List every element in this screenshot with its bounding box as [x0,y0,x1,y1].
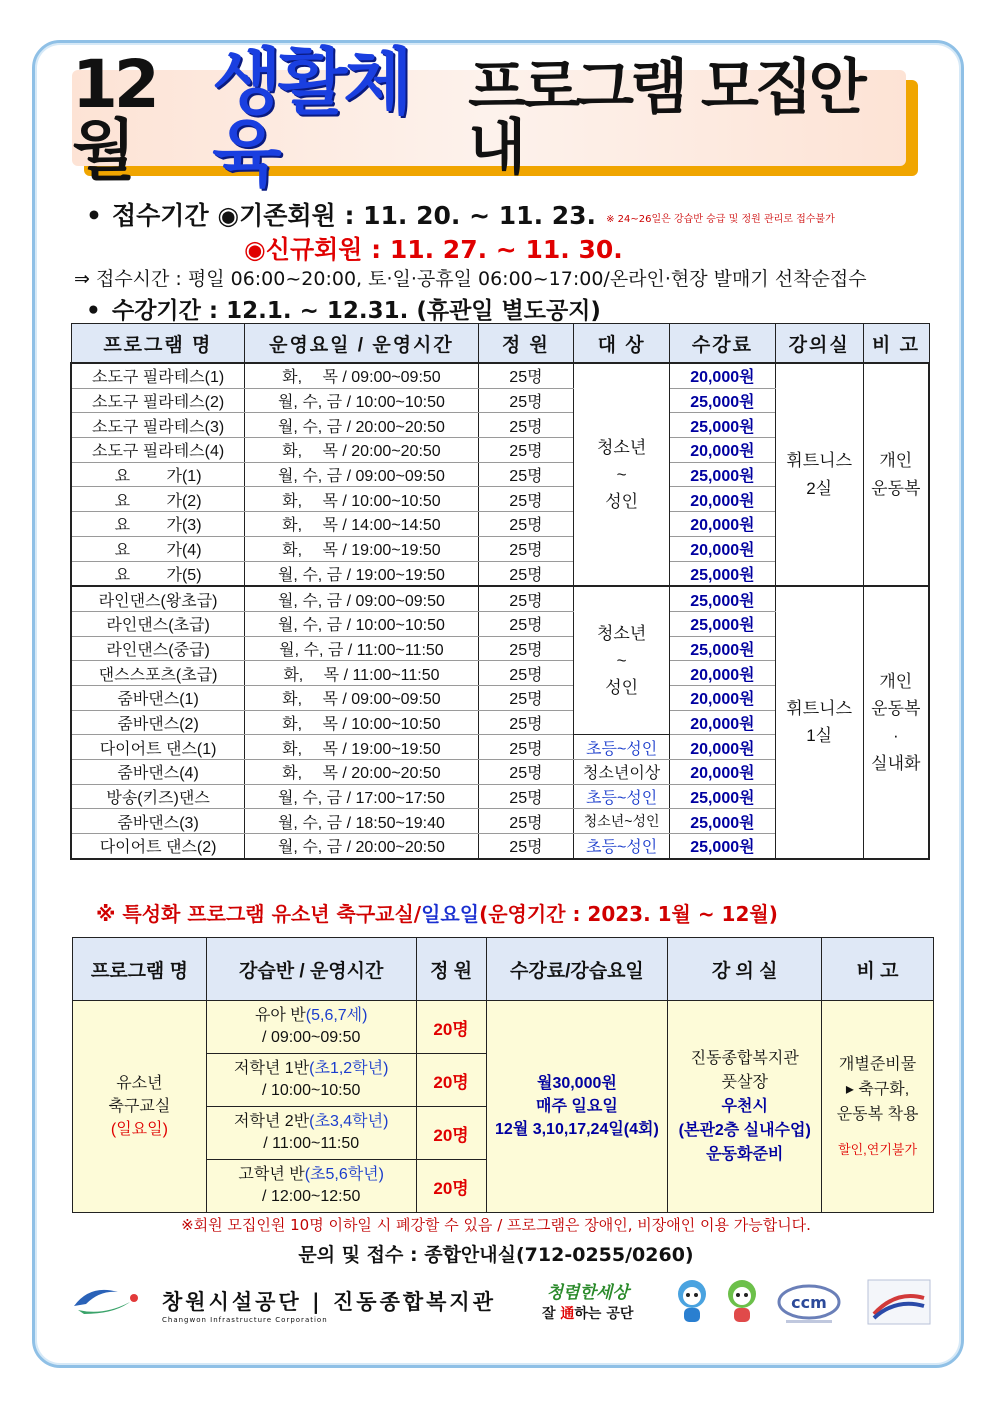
class-name: 고학년 반 [238,1166,305,1184]
room-line: 진동종합복지관 [690,1049,799,1067]
class-grade: (초1,2학년) [309,1060,389,1078]
fee: 25,000원 [670,636,776,661]
footer-logos [66,1272,936,1332]
schedule: 월, 수, 금 / 18:50~19:40 [245,809,478,834]
registration-label: 접수기간 [112,201,209,230]
fee: 20,000원 [670,710,776,735]
schedule: 화, 목 / 09:00~09:50 [245,685,478,710]
title-rest: 프로그램 모집안내 [468,53,863,183]
class-time: / 10:00~10:50 [262,1082,361,1099]
schedule: 월, 수, 금 / 20:00~20:50 [245,413,478,438]
note-line: 개별준비물 [838,1056,917,1074]
class-grade: (초3,4학년) [309,1113,389,1131]
ccm-certification-logo-icon [776,1282,842,1326]
fee: 25,000원 [670,809,776,834]
room-line: 풋살장 [721,1073,768,1091]
svg-text:ccm: ccm [791,1293,827,1312]
program-name: 소도구 필라테스(4) [71,438,245,463]
capacity: 25명 [478,735,574,760]
note-cell [822,1001,934,1213]
capacity: 25명 [478,462,574,487]
fee: 25,000원 [670,784,776,809]
schedule: 월, 수, 금 / 17:00~17:50 [245,784,478,809]
capacity: 25명 [478,784,574,809]
fee: 20,000원 [670,438,776,463]
merged-line: 성인 [605,492,639,512]
merged-line: · [892,726,899,746]
slogan-highlight: 通 [560,1306,575,1322]
org-name: 창원시설공단 | 진동종합복지관 [162,1290,497,1314]
slogan-top: 청렴한세상 [546,1283,629,1303]
class-time: / 12:00~12:50 [262,1188,361,1205]
schedule: 월, 수, 금 / 09:00~09:50 [245,586,478,611]
contact-info: 문의 및 접수 : 종합안내실(712-0255/0260) [298,1244,694,1266]
class-time: / 11:00~11:50 [263,1135,360,1152]
fee: 20,000원 [670,512,776,537]
award-emblem-icon [866,1278,932,1326]
room-rain-detail: (본관2층 실내수업) [678,1121,811,1139]
merged-cell [863,363,929,586]
fee: 20,000원 [670,760,776,785]
col-header: 정 원 [416,938,486,1001]
schedule: 월, 수, 금 / 10:00~10:50 [245,611,478,636]
capacity: 25명 [478,438,574,463]
program-name: 줌바댄스(2) [71,710,245,735]
title-month: 12월 [72,46,156,189]
table-row [71,363,929,388]
program-name: 소도구 필라테스(3) [71,413,245,438]
schedule: 월, 수, 금 / 09:00~09:50 [245,462,478,487]
table-row [71,586,929,611]
merged-cell [574,586,670,735]
merged-cell [863,586,929,859]
class-name: 저학년 1반 [233,1060,310,1078]
merged-cell [775,586,863,859]
schedule: 월, 수, 금 / 20:00~20:50 [245,834,478,859]
capacity-cell: 20명 [416,1107,486,1160]
special-title-b: 일요일 [421,902,480,926]
special-title-c: (운영기간 : 2023. 1월 ~ 12월) [479,902,778,926]
fee: 25,000원 [670,413,776,438]
schedule: 월, 수, 금 / 19:00~19:50 [245,561,478,586]
capacity: 25명 [478,536,574,561]
program-name: 라인댄스(왕초급) [71,586,245,611]
room-cell [668,1001,822,1213]
registration-hours: ⇒ 접수시간 : 평일 06:00~20:00, 토·일·공휴일 06:00~17:00/온라인·현장 발매기 선착순접수 [74,268,867,290]
fee: 20,000원 [670,685,776,710]
merged-cell [574,363,670,586]
merged-line: 휘트니스 [786,699,852,719]
capacity: 25명 [478,561,574,586]
fee: 25,000원 [670,586,776,611]
title-banner [72,40,906,196]
fee-line: 12월 3,10,17,24일(4회) [495,1121,659,1139]
program-name: 줌바댄스(4) [71,760,245,785]
slogan-bottom [542,1303,633,1323]
fee: 20,000원 [670,661,776,686]
program-name: 댄스스포츠(초급) [71,661,245,686]
class-name: 유아 반 [254,1007,306,1025]
group1-body [71,363,929,586]
col-header: 프로그램 명 [73,938,207,1001]
program-day: (일요일) [110,1121,168,1139]
bullet-icon: • [86,298,101,324]
class-cell [206,1107,416,1160]
col-header: 정 원 [478,324,574,364]
registration-note: ※ 24~26일은 강습반 승급 및 정원 관리로 접수불가 [606,213,835,225]
program-name: 소도구 필라테스(1) [71,363,245,388]
merged-line: 성인 [605,678,639,698]
program-line: 축구교실 [108,1097,171,1115]
program-table [70,323,930,860]
schedule: 월, 수, 금 / 10:00~10:50 [245,388,478,413]
class-grade: (초5,6학년) [304,1166,384,1184]
schedule: 화, 목 / 09:00~09:50 [245,363,478,388]
merged-line: 운동복 [871,478,921,498]
title-accent: 생활체육 [212,40,409,196]
org-english: Changwon Infrastructure Corporation [162,1316,328,1324]
capacity: 25명 [478,661,574,686]
note-line: ▸ 축구화, [845,1081,910,1099]
col-header: 프로그램 명 [71,324,245,364]
program-name: 요 가(1) [71,462,245,487]
col-header: 비 고 [822,938,934,1001]
col-header: 대 상 [574,324,670,364]
capacity: 25명 [478,512,574,537]
program-name: 다이어트 댄스(1) [71,735,245,760]
fee: 25,000원 [670,611,776,636]
org-logo [162,1286,496,1324]
capacity: 25명 [478,388,574,413]
program-name-cell [73,1001,207,1213]
capacity-cell: 20명 [416,1054,486,1107]
special-program-title [96,898,778,927]
capacity: 25명 [478,487,574,512]
schedule: 화, 목 / 10:00~10:50 [245,710,478,735]
program-name: 요 가(5) [71,561,245,586]
fee-cell [486,1001,668,1213]
program-name: 줌바댄스(1) [71,685,245,710]
target: 초등~성인 [574,735,670,760]
table-header-row [71,324,929,364]
period-value: : 12.1. ~ 12.31. (휴관일 별도공지) [208,298,601,324]
note-red: 할인,연기불가 [838,1141,918,1157]
mascot-green-icon [720,1276,764,1326]
class-time: / 09:00~09:50 [262,1029,361,1046]
merged-line: 청소년 [596,437,647,457]
class-name: 저학년 2반 [233,1113,310,1131]
schedule: 화, 목 / 19:00~19:50 [245,735,478,760]
schedule: 화, 목 / 19:00~19:50 [245,536,478,561]
merged-line: 개인 [879,451,913,471]
program-name: 요 가(2) [71,487,245,512]
merged-line: 휘트니스 [786,451,852,471]
schedule: 월, 수, 금 / 11:00~11:50 [245,636,478,661]
col-header: 강습반 / 운영시간 [206,938,416,1001]
registration-existing-line [86,196,835,232]
schedule: 화, 목 / 20:00~20:50 [245,438,478,463]
closure-notice: ※회원 모집인원 10명 이하일 시 폐강할 수 있음 / 프로그램은 장애인, 비장애인 이용 가능합니다. [181,1216,811,1234]
table-row [73,1001,934,1054]
class-cell [206,1160,416,1213]
capacity: 25명 [478,413,574,438]
col-header: 수강료/강습요일 [486,938,668,1001]
room-rain-label: 우천시 [721,1097,768,1115]
fee: 20,000원 [670,536,776,561]
capacity-cell: 20명 [416,1160,486,1213]
capacity: 25명 [478,611,574,636]
target: 초등~성인 [574,834,670,859]
fee: 20,000원 [670,487,776,512]
merged-cell [775,363,863,586]
slogan-pre: 잘 [542,1306,561,1322]
col-header: 강의실 [775,324,863,364]
merged-line: 청소년 [596,623,647,643]
col-header: 비 고 [863,324,929,364]
group2-body [71,586,929,859]
schedule: 화, 목 / 20:00~20:50 [245,760,478,785]
bullet-icon: • [86,201,102,230]
fee-line: 매주 일요일 [536,1097,618,1115]
capacity: 25명 [478,710,574,735]
registration-new: ◉신규회원 : 11. 27. ~ 11. 30. [244,235,623,264]
program-name: 다이어트 댄스(2) [71,834,245,859]
merged-line: 개인 [879,672,913,692]
fee: 25,000원 [670,834,776,859]
target: 청소년~성인 [574,809,670,834]
capacity: 25명 [478,636,574,661]
capacity: 25명 [478,685,574,710]
fee: 20,000원 [670,363,776,388]
program-name: 줌바댄스(3) [71,809,245,834]
schedule: 화, 목 / 10:00~10:50 [245,487,478,512]
class-grade: (5,6,7세) [305,1007,368,1025]
program-name: 요 가(3) [71,512,245,537]
fee: 25,000원 [670,561,776,586]
mascot-blue-icon [670,1276,714,1326]
merged-line: ~ [616,651,627,671]
program-line: 유소년 [116,1074,163,1092]
capacity: 25명 [478,834,574,859]
table-header-row [73,938,934,1001]
fee: 25,000원 [670,388,776,413]
capacity: 25명 [478,363,574,388]
registration-existing: ◉기존회원 : 11. 20. ~ 11. 23. [217,201,597,230]
capacity-cell: 20명 [416,1001,486,1054]
merged-line: 운동복 [871,699,921,719]
capacity: 25명 [478,586,574,611]
program-name: 라인댄스(초급) [71,611,245,636]
merged-line: 실내화 [871,753,921,773]
capacity: 25명 [478,809,574,834]
schedule: 화, 목 / 14:00~14:50 [245,512,478,537]
period-label: 수강기간 [112,298,201,324]
special-title-a: ※ 특성화 프로그램 유소년 축구교실/ [96,902,422,926]
schedule: 화, 목 / 11:00~11:50 [245,661,478,686]
class-cell [206,1001,416,1054]
merged-line: 2실 [806,478,833,498]
program-name: 요 가(4) [71,536,245,561]
merged-line: ~ [616,465,627,484]
fee: 20,000원 [670,735,776,760]
program-name: 라인댄스(중급) [71,636,245,661]
fee-line: 월30,000원 [536,1074,617,1092]
target: 청소년이상 [574,760,670,785]
capacity: 25명 [478,760,574,785]
soccer-table [72,937,934,1213]
room-rain-extra: 운동화준비 [706,1145,784,1163]
class-cell [206,1054,416,1107]
col-header: 강 의 실 [668,938,822,1001]
program-name: 소도구 필라테스(2) [71,388,245,413]
program-name: 방송(키즈)댄스 [71,784,245,809]
target: 초등~성인 [574,784,670,809]
merged-line: 1실 [806,726,833,746]
slogan-logo [542,1278,633,1323]
course-period-line [86,292,601,325]
note-line: 운동복 착용 [836,1105,919,1123]
col-header: 수강료 [670,324,776,364]
col-header: 운영요일 / 운영시간 [245,324,478,364]
slogan-post: 하는 공단 [574,1306,634,1322]
fee: 25,000원 [670,462,776,487]
changwon-swirl-logo-icon [70,1280,150,1320]
